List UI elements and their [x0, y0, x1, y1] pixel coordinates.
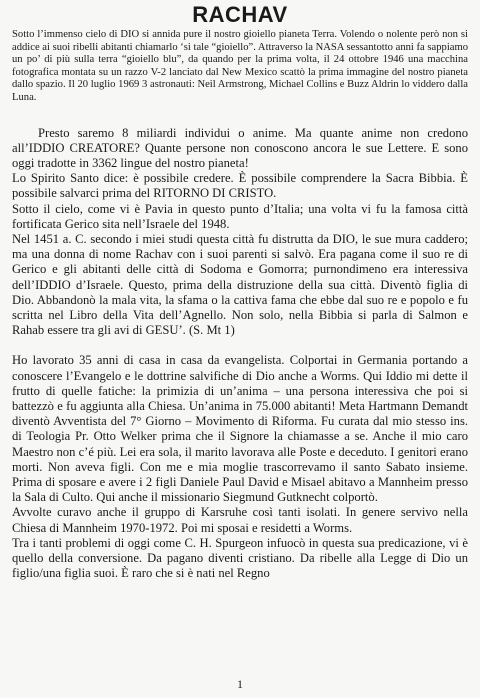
paragraph-7: Tra i tanti problemi di oggi come C. H. Spurgeon infuocò in questa sua predicazione, vi è quello della conversione. Da pagano diventi cristiano. Da ribelle alla Legge di Dio un figlio/una figlia suoi. È raro che si è nati nel Regno — [12, 535, 468, 581]
paragraph-5: Ho lavorato 35 anni di casa in casa da evangelista. Colportai in Germania portando a conoscere l’Evangelo e le dottrine salvifiche di Dio anche a Worms. Qui Iddio mi dette il frutto di quelle fatiche: la primizia di un’anima – una persona interessiva che poi si battezzò e fu aggiunta alla Chiesa. Un’anima in 75.000 abitanti! Meta Hartmann Demandt diventò Avventista del 7° Giorno – Movimento di Riforma. Fu curata dal mio stesso ins. di Teologia Pr. Otto Welker prima che il Signore la chiamasse a se. Anche il mio caro Maestro non c’é più. Lei era sola, il marito lavorava alle Poste e deceduto. I genitori erano morti. Non aveva figli. Con me e mia moglie trascorrevamo il santo Sabato insieme. Prima di sposare e avere i 2 figli Daniele Paul David e Misael abitavo a Mannheim presso la Sala di Culto. Qui anche il missionario Siegmund Gutknecht colportò. — [12, 353, 468, 505]
paragraph-2: Lo Spirito Santo dice: è possibile credere. È possibile comprendere la Sacra Bibbia. È possibile salvarci prima del RITORNO DI CRISTO. — [12, 171, 468, 201]
body-text — [12, 126, 468, 582]
paragraph-3: Sotto il cielo, come vi è Pavia in questo punto d’Italia; una volta vi fu la famosa città fortificata Gerico sita nell’Israele del 1948. — [12, 201, 468, 231]
page-number: 1 — [237, 677, 243, 691]
paragraph-4: Nel 1451 a. C. secondo i miei studi questa città fu distrutta da DIO, le sue mura caddero; ma una donna di nome Rachav con i suoi parenti si salvò. Era pagana come il suo re di Gerico e gli abitanti delle città di Sodoma e Gomorra; purnondimeno era interessiva dell’IDDIO d’Israele. Questo, prima della distruzione della sua città. Diventò figlia di Dio. Abbandonò la mala vita, la sfama o la cattiva fama che ebbe dal suo re e popolo e fu scritta nel Libro della Vita dell’Agnello. Non solo, nella Bibbia si parla di Salmon e Rahab essere tra gli avi di GESU’. (S. Mt 1) — [12, 231, 468, 338]
paragraph-6: Avvolte curavo anche il gruppo di Karsruhe così tanti isolati. In genere servivo nella Chiesa di Mannheim 1970-1972. Poi mi sposai e residetti a Worms. — [12, 505, 468, 535]
paragraph-1: Presto saremo 8 miliardi individui o anime. Ma quante anime non credono all’IDDIO CREATORE? Quante persone non conoscono ancora le sue Lettere. E sono oggi tradotte in 3362 lingue del nostro pianeta! — [12, 125, 468, 170]
page-title: RACHAV — [192, 2, 288, 27]
intro-paragraph: Sotto l’immenso cielo di DIO si annida pure il nostro gioiello pianeta Terra. Volendo o nolente però non si addice ai suoi ribelli abitanti chiamarlo ‘si tale “gioiello”. Attraverso la NASA sessantotto anni fa sappiamo un po’ di più sulla terra “gioiello blu”, da quando per la prima volta, il 24 ottobre 1946 una macchina fotografica montata su un razzo V-2 lanciato dal New Mexico scattò la prima immagine del nostro pianeta dallo spazio. Il 20 luglio 1969 3 astronauti: Neil Armstrong, Michael Collins e Buzz Aldrin lo viddero dalla Luna. — [12, 29, 468, 103]
